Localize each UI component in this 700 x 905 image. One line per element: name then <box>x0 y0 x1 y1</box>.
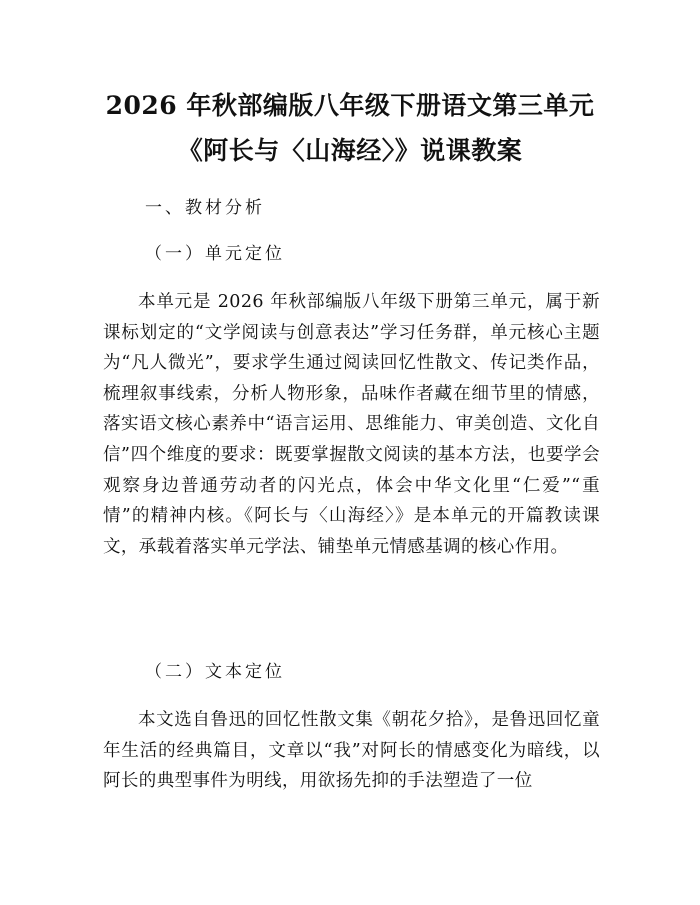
subsection-heading-text-positioning: （二）文本定位 <box>145 662 285 682</box>
subsection-heading-unit-positioning: （一）单元定位 <box>145 244 285 264</box>
section-heading-textbook-analysis: 一、教材分析 <box>145 198 265 218</box>
document-title-line-2: 《阿长与〈山海经〉》说课教案 <box>177 136 523 165</box>
paragraph-text-positioning: 本文选自鲁迅的回忆性散文集《朝花夕拾》，是鲁迅回忆童年生活的经典篇目，文章以“我”对阿长的情感变化为暗线，以阿长的典型事件为明线，用欲扬先抑的手法塑造了一位 <box>103 710 600 792</box>
document-title-line-1: 2026 年秋部编版八年级下册语文第三单元 <box>105 91 595 120</box>
paragraph-unit-positioning: 本单元是 2026 年秋部编版八年级下册第三单元，属于新课标划定的“文学阅读与创意表达”学习任务群，单元核心主题为“凡人微光”，要求学生通过阅读回忆性散文、传记类作品，梳理叙事线索，分析人物形象，品味作者藏在细节里的情感，落实语文核心素养中“语言运用、思维能力、审美创造、文化自信”四个维度的要求：既要掌握散文阅读的基本方法，也要学会观察身边普通劳动者的闪光点，体会中华文化里“仁爱”“重情”的精神内核。《阿长与〈山海经〉》是本单元的开篇教读课文，承载着落实单元学法、铺垫单元情感基调的核心作用。 <box>103 292 600 557</box>
